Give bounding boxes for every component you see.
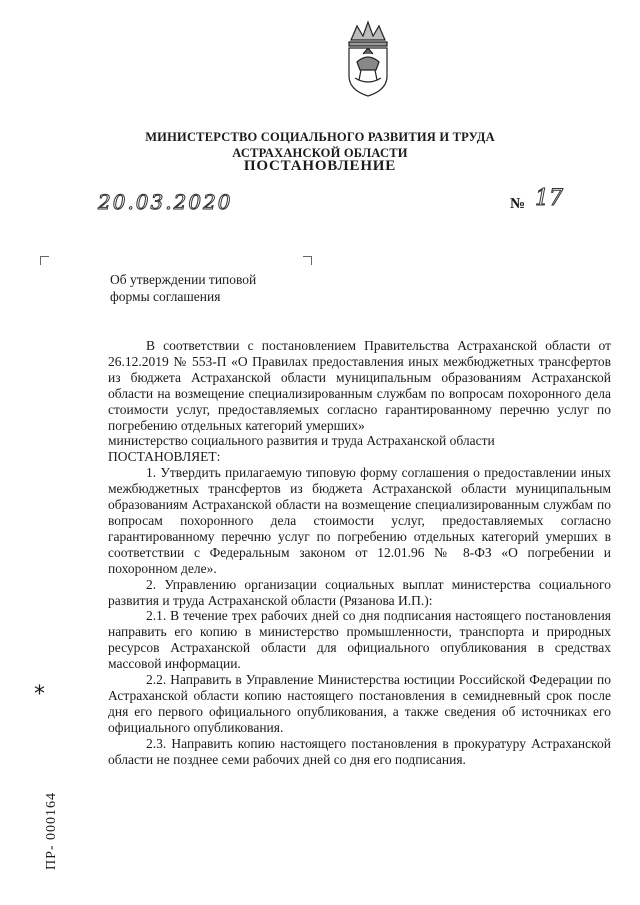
document-date: 20.03.2020 [98, 190, 233, 214]
subject-line1: Об утверждении типовой [110, 272, 257, 287]
registration-number: ПР- 000164 [44, 791, 59, 870]
ministry-name-line2: АСТРАХАНСКОЙ ОБЛАСТИ [232, 146, 408, 160]
paragraph-2-2: 2.2. Направить в Управление Министерства юстиции Российской Федерации по Астраханской области копию настоящего постановления в семидневный срок после дня его первого официального опубликования, а также сведения об источниках его официального опубликования. [108, 672, 611, 735]
margin-star: * [34, 682, 45, 707]
preamble-paragraph: В соответствии с постановлением Правительства Астраханской области от 26.12.2019 № 553-П «О Правилах предоставления иных межбюджетных трансфертов из бюджета Астраханской области муниципальным образованиям Астраханской области на возмещение специализированным службам по вопросам похоронного дела стоимости услуг, предоставляемых согласно гарантированному перечню услуг по погребению отдельных категорий умерших» [108, 338, 611, 433]
document-number: 17 [535, 186, 563, 211]
paragraph-2-3: 2.3. Направить копию настоящего постановления в прокуратуру Астраханской области не позднее семи рабочих дней со дня его подписания. [108, 735, 611, 767]
ministry-name-line1: МИНИСТЕРСТВО СОЦИАЛЬНОГО РАЗВИТИЯ И ТРУДА [145, 130, 495, 144]
paragraph-1: 1. Утвердить прилагаемую типовую форму соглашения о предоставлении иных межбюджетных трансфертов из бюджета Астраханской области муниципальным образованиям Астраханской области на возмещение специализированным службам по вопросам похоронного дела стоимости услуг, предоставляемых согласно гарантированному перечню услуг по погребению отдельных категорий умерших в соответствии с Федеральным законом от 12.01.96 № 8-ФЗ «О погребении и похоронном деле». [108, 465, 611, 576]
document-subject [110, 271, 256, 305]
document-body [108, 338, 611, 767]
subject-line2: формы соглашения [110, 289, 221, 304]
coat-of-arms-icon [343, 18, 393, 100]
subject-bracket-right [303, 256, 312, 265]
authority-line: министерство социального развития и труда Астраханской области [108, 433, 495, 449]
paragraph-2: 2. Управлению организации социальных выплат министерства социального развития и труда Астраханской области (Рязанова И.П.): [108, 576, 611, 608]
number-sign: № [510, 196, 526, 212]
paragraph-2-1: 2.1. В течение трех рабочих дней со дня подписания настоящего постановления направить его копию в министерство промышленности, транспорта и природных ресурсов Астраханской области для официального опубликования в средствах массовой информации. [108, 608, 611, 672]
document-type: ПОСТАНОВЛЕНИЕ [243, 158, 397, 174]
decree-heading: ПОСТАНОВЛЯЕТ: [108, 449, 221, 465]
subject-bracket-left [40, 256, 49, 265]
